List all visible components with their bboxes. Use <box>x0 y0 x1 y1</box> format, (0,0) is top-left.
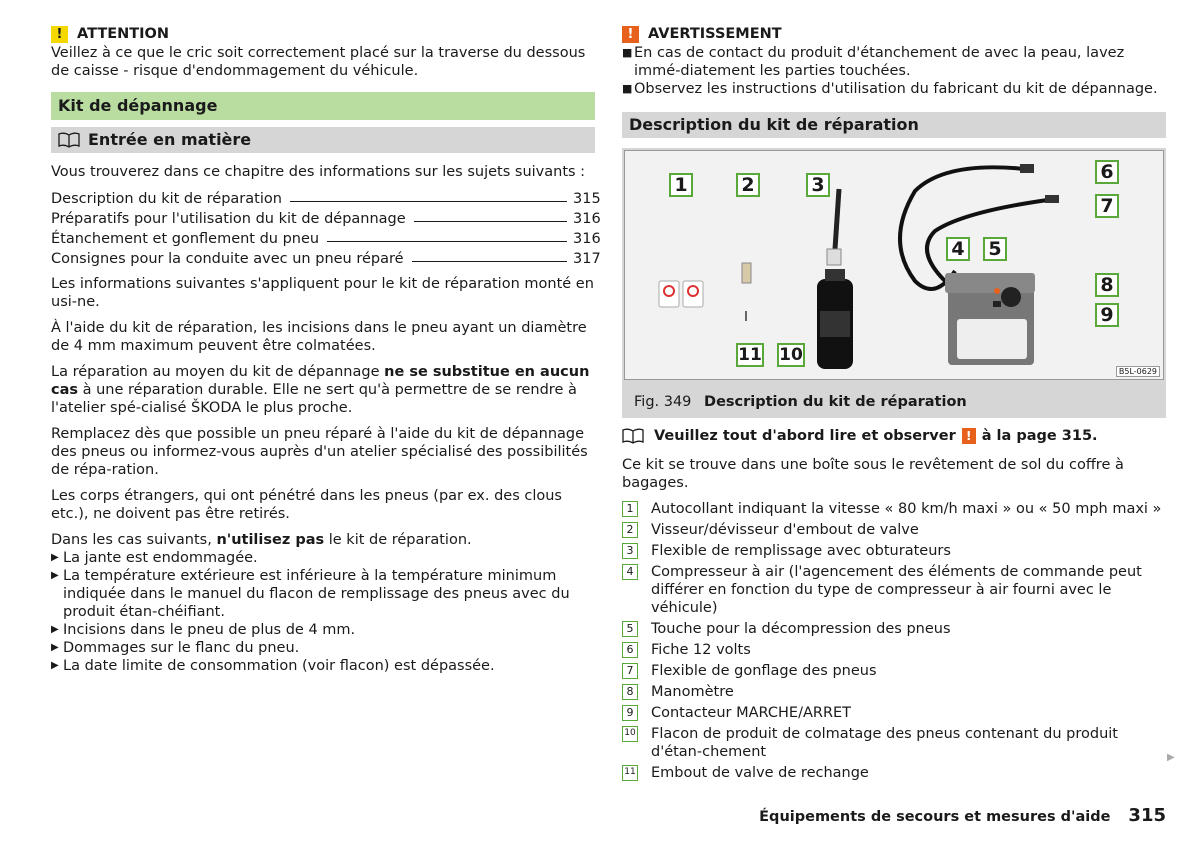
callout-1: 1 <box>669 173 693 197</box>
legend-item: 9 Contacteur MARCHE/ARRET <box>622 704 1166 722</box>
warning-header <box>622 24 1166 44</box>
callout-4: 4 <box>946 237 970 261</box>
callout-6: 6 <box>1095 160 1119 184</box>
warning-item: ■ En cas de contact du produit d'étanchement de avec la peau, lavez immé-diatement les parties touchées. <box>622 45 1125 79</box>
paragraph: La réparation au moyen du kit de dépannage ne se substitue en aucun cas à une réparation durable. Elle ne sert qu'à permettre de se rendre à l'atelier spé-cialisé ŠKODA le plus proche. <box>51 364 590 416</box>
toc-row[interactable] <box>51 207 601 227</box>
legend-item: 4 Compresseur à air (l'agencement des éléments de commande peut différer en fonction du type de compresseur à air fourni avec le véhicule) <box>622 563 1166 617</box>
toc-label: Consignes pour la conduite avec un pneu réparé <box>51 251 404 267</box>
toc-label: Description du kit de réparation <box>51 191 282 207</box>
kit-location-text: Ce kit se trouve dans une boîte sous le revêtement de sol du coffre à bagages. <box>622 457 1124 491</box>
intro-text: Vous trouverez dans ce chapitre des informations sur les sujets suivants : <box>51 164 586 180</box>
attention-text: Veillez à ce que le cric soit correctement placé sur la traverse du dessous de caisse - risque d'endommagement du véhicule. <box>51 45 586 79</box>
callout-3: 3 <box>806 173 830 197</box>
attention-header <box>51 24 595 44</box>
figure-caption <box>634 394 967 410</box>
section-title-kit: Kit de dépannage <box>51 92 595 120</box>
legend-item: 3 Flexible de remplissage avec obturateurs <box>622 542 1166 560</box>
list-item: ▶ La jante est endommagée. <box>51 550 258 566</box>
toc-page: 317 <box>573 251 601 267</box>
page-footer <box>759 805 1166 826</box>
callout-8: 8 <box>1095 273 1119 297</box>
warning-title: AVERTISSEMENT <box>648 26 782 42</box>
legend-item: 7 Flexible de gonflage des pneus <box>622 662 1166 680</box>
book-icon <box>622 428 644 444</box>
read-first: Veuillez tout d'abord lire et observer ! à la page 315. <box>622 426 1166 446</box>
toc-row[interactable] <box>51 187 601 207</box>
toc-row[interactable] <box>51 247 601 267</box>
callout-10: 10 <box>777 343 805 367</box>
legend-item: 10 Flacon de produit de colmatage des pneus contenant du produit d'étan-chement <box>622 725 1166 761</box>
callout-9: 9 <box>1095 303 1119 327</box>
paragraph: Les informations suivantes s'appliquent pour le kit de réparation monté en usi-ne. <box>51 276 594 310</box>
section-title-description: Description du kit de réparation <box>622 112 1166 138</box>
legend-list <box>622 500 1166 782</box>
figure <box>622 148 1166 418</box>
callout-7: 7 <box>1095 194 1119 218</box>
callout-2: 2 <box>736 173 760 197</box>
book-icon <box>58 132 80 148</box>
figure-caption-text: Description du kit de réparation <box>704 394 967 410</box>
toc-page: 315 <box>573 191 601 207</box>
legend-item: 2 Visseur/dévisseur d'embout de valve <box>622 521 1166 539</box>
attention-icon: ! <box>51 26 68 43</box>
repair-kit-illustration <box>625 151 1163 379</box>
list-item: ▶ Dommages sur le flanc du pneu. <box>51 640 300 656</box>
footer-chapter: Équipements de secours et mesures d'aide <box>759 809 1111 825</box>
legend-item: 5 Touche pour la décompression des pneus <box>622 620 1166 638</box>
continue-arrow-icon: ▶ <box>1167 752 1175 763</box>
warning-ref-icon[interactable]: ! <box>962 428 976 444</box>
attention-title: ATTENTION <box>77 26 169 42</box>
legend-item: 1 Autocollant indiquant la vitesse « 80 km/h maxi » ou « 50 mph maxi » <box>622 500 1166 518</box>
toc-label: Préparatifs pour l'utilisation du kit de dépannage <box>51 211 406 227</box>
subsection-title <box>51 127 595 153</box>
toc-row[interactable] <box>51 227 601 247</box>
paragraph: Remplacez dès que possible un pneu réparé à l'aide du kit de dépannage des pneus ou informez-vous auprès d'un atelier spécialisé des possibilités de répa-ration. <box>51 426 588 478</box>
legend-item: 6 Fiche 12 volts <box>622 641 1166 659</box>
warning-item: ■ Observez les instructions d'utilisation du fabricant du kit de dépannage. <box>622 81 1158 97</box>
page-reference[interactable]: à la page 315. <box>981 428 1098 444</box>
right-column <box>622 24 1166 785</box>
toc-label: Étanchement et gonflement du pneu <box>51 231 320 247</box>
list-item: ▶ La date limite de consommation (voir flacon) est dépassée. <box>51 658 495 674</box>
paragraph: Dans les cas suivants, n'utilisez pas le kit de réparation. <box>51 532 472 548</box>
subsection-title-text: Entrée en matière <box>88 130 252 149</box>
callout-5: 5 <box>983 237 1007 261</box>
left-column <box>51 24 601 675</box>
figure-number: Fig. 349 <box>634 394 692 410</box>
list-item: ▶ Incisions dans le pneu de plus de 4 mm. <box>51 622 356 638</box>
warning-icon: ! <box>622 26 639 43</box>
paragraph: À l'aide du kit de réparation, les incisions dans le pneu ayant un diamètre de 4 mm maximum peuvent être colmatées. <box>51 320 587 354</box>
bullet-list <box>51 549 595 675</box>
list-item: ▶ La température extérieure est inférieure à la température minimum indiquée dans le manuel du flacon de remplissage des pneus avec du produit étan-chéifiant. <box>51 568 570 620</box>
page-number: 315 <box>1128 805 1166 826</box>
figure-image <box>624 150 1164 380</box>
callout-11: 11 <box>736 343 764 367</box>
toc <box>51 187 601 267</box>
paragraph: Les corps étrangers, qui ont pénétré dans les pneus (par ex. des clous etc.), ne doivent pas être retirés. <box>51 488 562 522</box>
toc-page: 316 <box>573 211 601 227</box>
legend-item: 11 Embout de valve de rechange <box>622 764 1166 782</box>
toc-page: 316 <box>573 231 601 247</box>
figure-code: B5L-0629 <box>1116 366 1160 377</box>
legend-item: 8 Manomètre <box>622 683 1166 701</box>
